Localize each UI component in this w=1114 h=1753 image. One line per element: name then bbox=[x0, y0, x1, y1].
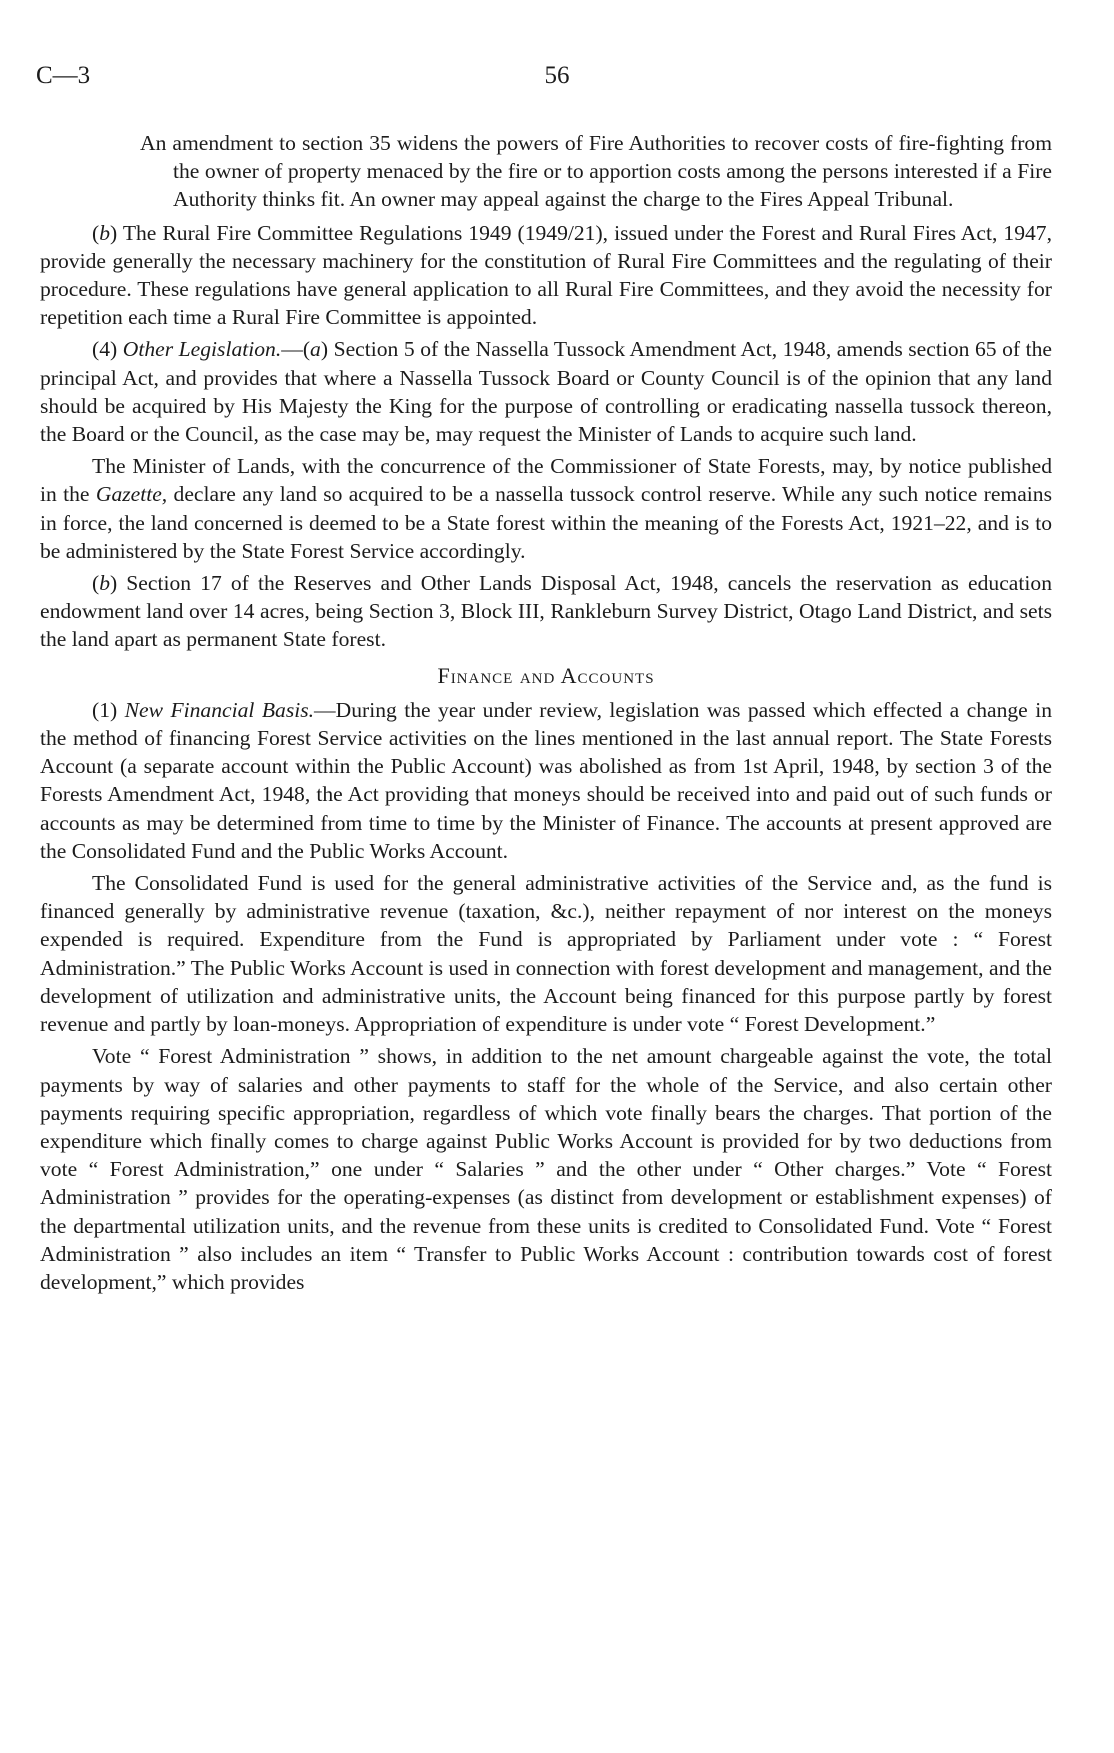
report-reference: C—3 bbox=[36, 62, 91, 89]
list-marker-b: b bbox=[99, 571, 110, 596]
gazette-italic: Gazette, bbox=[95, 482, 168, 507]
paragraph-text: declare any land so acquired to be a nassella tussock control reserve. While any such notice remains in force, the land concerned is deemed to be a State forest within the meaning of the Forests Act, 1921–22, and is to be administered by the State Forest Service accordingly. bbox=[40, 482, 1052, 563]
paragraph-other-legislation: (4) Other Legislation.—(a) Section 5 of the Nassella Tussock Amendment Act, 1948, amends section 65 of the principal Act, and provides that where a Nassella Tussock Board or County Council is of the opinion that any land should be acquired by His Majesty the King for the purpose of controlling or eradicating nassella tussock thereon, the Board or the Council, as the case may be, may request the Minister of Lands to acquire such land. bbox=[40, 337, 1053, 447]
page-body bbox=[40, 129, 1052, 1300]
em-dash: — bbox=[314, 697, 336, 722]
page-number: 56 bbox=[544, 62, 570, 89]
section-marker-1: (1) bbox=[92, 697, 118, 722]
page-header bbox=[36, 62, 1078, 96]
paragraph-text: Section 17 of the Reserves and Other Lands Disposal Act, 1948, cancels the reservation as education endowment land over 14 acres, being Section 3, Block III, Rankleburn Survey District, Otago Land District, and sets the land apart as permanent State forest. bbox=[40, 571, 1052, 652]
subheading-other-legislation: Other Legislation. bbox=[122, 337, 282, 362]
em-dash: — bbox=[281, 337, 303, 362]
paragraph-reserves-act: (b) Section 17 of the Reserves and Other Lands Disposal Act, 1948, cancels the reservation as education endowment land over 14 acres, being Section 3, Block III, Rankleburn Survey District, Otago Land District, and sets the land apart as permanent State forest. bbox=[40, 571, 1052, 652]
section-heading-finance: Finance and Accounts bbox=[437, 662, 655, 688]
list-marker-b: b bbox=[99, 220, 110, 245]
paragraph-minister-of-lands bbox=[40, 452, 1052, 565]
paragraph-text: The Minister of Lands, with the concurrence of the Commissioner of State Forests, may, by notice published in the bbox=[40, 454, 1052, 507]
paragraph-amendment-section-35: An amendment to section 35 widens the powers of Fire Authorities to recover costs of fire-fighting from the owner of property menaced by the fire or to apportion costs among the persons interested if a Fire Authority thinks fit. An owner may appeal against the charge to the Fires Appeal Tribunal. bbox=[140, 131, 1052, 212]
section-marker-4: (4) bbox=[92, 337, 118, 362]
paragraph-consolidated-fund: The Consolidated Fund is used for the general administrative activities of the Service and, as the fund is financed generally by administrative revenue (taxation, &c.), neither repayment of nor interest on the moneys expended is required. Expenditure from the Fund is appropriated by Parliament under vote : “ Forest Administration.” The Public Works Account is used in connection with forest development and management, and the development of utilization and administrative units, the Account being financed for this purpose partly by forest revenue and partly by loan-moneys. Appropriation of expenditure is under vote “ Forest Development.” bbox=[40, 871, 1052, 1037]
paragraph-vote-forest-administration: Vote “ Forest Administration ” shows, in addition to the net amount chargeable against the vote, the total payments by way of salaries and other payments to staff for the whole of the Service, and also certain other payments requiring specific appropriation, regardless of which vote finally bears the charges. That portion of the expenditure which finally comes to charge against Public Works Account is provided for by two deductions from vote “ Forest Administration,” one under “ Salaries ” and the other under “ Other charges.” Vote “ Forest Administration ” provides for the operating-expenses (as distinct from development or establishment expenses) of the departmental utilization units, and the revenue from these units is credited to Consolidated Fund. Vote “ Forest Administration ” also includes an item “ Transfer to Public Works Account : contribution towards cost of forest development,” which provides bbox=[40, 1044, 1052, 1294]
paragraph-new-financial-basis bbox=[40, 696, 1052, 865]
paragraph-text: The Rural Fire Committee Regulations 1949 (1949/21), issued under the Forest and Rural Fires Act, 1947, provide generally the necessary machinery for the constitution of Rural Fire Committees and the regulating of their procedure. These regulations have general application to all Rural Fire Committees, and they avoid the necessity for repetition each time a Rural Fire Committee is appointed. bbox=[40, 220, 1052, 330]
list-marker-a: a bbox=[310, 337, 321, 362]
paragraph-text: Section 5 of the Nassella Tussock Amendment Act, 1948, amends section 65 of the principal Act, and provides that where a Nassella Tussock Board or County Council is of the opinion that any land should be acquired by His Majesty the King for the purpose of controlling or eradicating nassella tussock thereon, the Board or the Council, as the case may be, may request the Minister of Lands to acquire such land. bbox=[40, 337, 1053, 447]
paragraph-rural-fire-regulations: (b) The Rural Fire Committee Regulations 1949 (1949/21), issued under the Forest and Rural Fires Act, 1947, provide generally the necessary machinery for the constitution of Rural Fire Committees and the regulating of their procedure. These regulations have general application to all Rural Fire Committees, and they avoid the necessity for repetition each time a Rural Fire Committee is appointed. bbox=[40, 220, 1052, 330]
paragraph-text: During the year under review, legislation was passed which effected a change in the method of financing Forest Service activities on the lines mentioned in the last annual report. The State Forests Account (a separate account within the Public Account) was abolished as from 1st April, 1948, by section 3 of the Forests Amendment Act, 1948, the Act providing that moneys should be received into and paid out of such funds or accounts as may be determined from time to time by the Minister of Finance. The accounts at present approved are the Consolidated Fund and the Public Works Account. bbox=[40, 697, 1052, 863]
subheading-new-financial-basis: New Financial Basis. bbox=[124, 697, 315, 722]
